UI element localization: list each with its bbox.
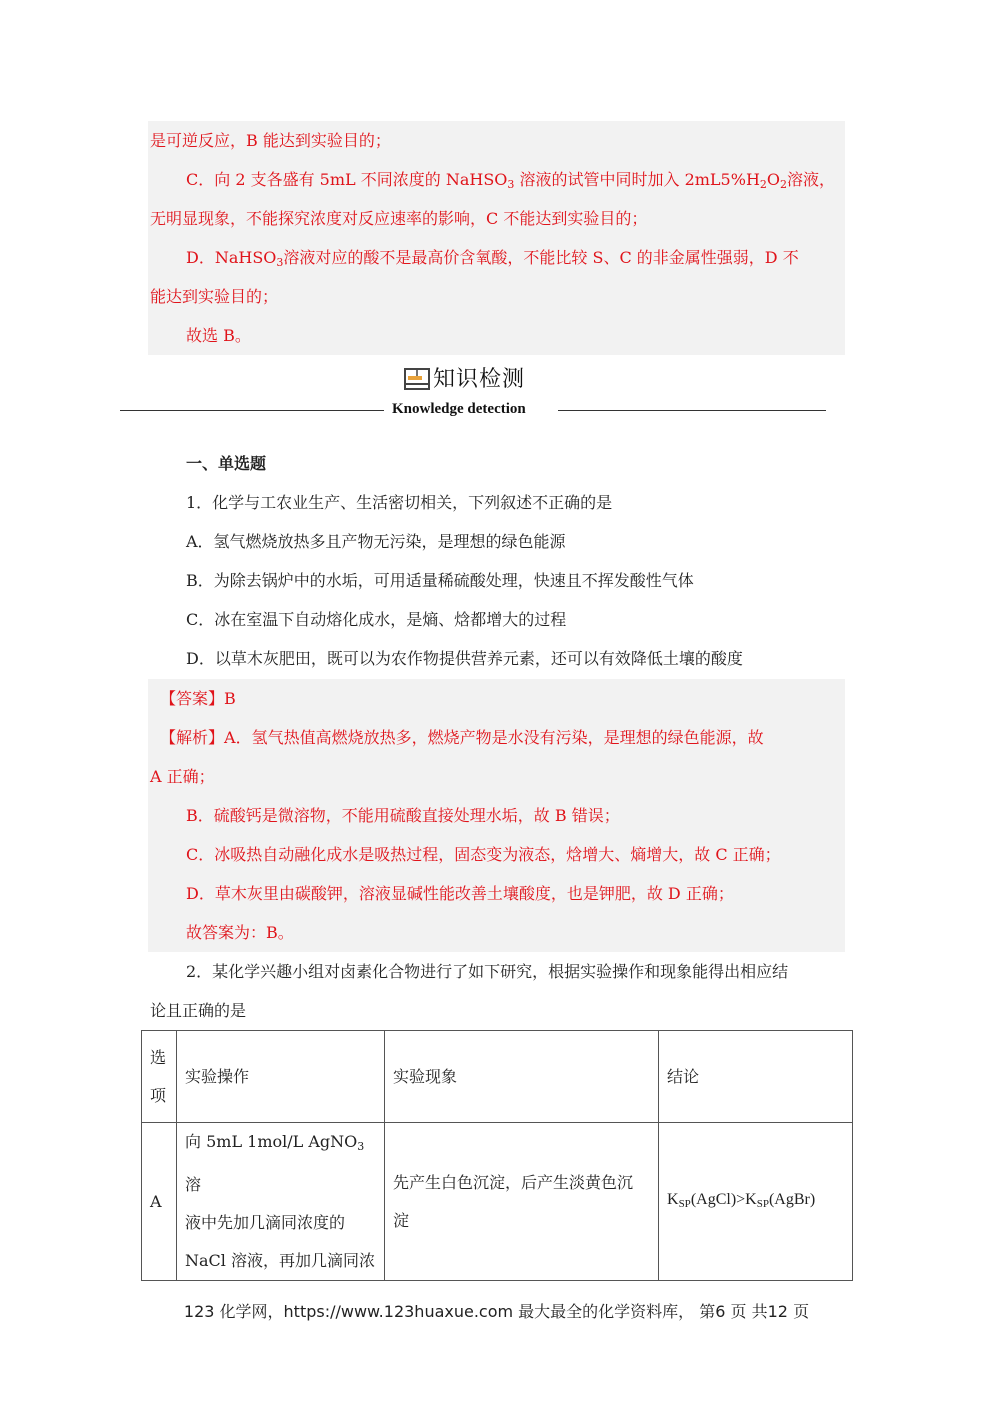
q1-answer: 【答案】B (160, 689, 236, 708)
row-a-phenomenon: 先产生白色沉淀，后产生淡黄色沉 淀 (385, 1123, 659, 1281)
row-a-operation: 向 5mL 1mol/L AgNO$_3$ 溶 液中先加几滴同浓度的 NaCl 溶液，再加几滴同浓 (177, 1123, 385, 1281)
section-banner-subtitle: Knowledge detection (392, 401, 526, 417)
row-a-conclusion: $K_{SP}(AgCl)>K_{SP}(AgBr)$ (659, 1123, 853, 1281)
analysis-line-6: 故选 B。 (186, 326, 251, 345)
table-header-row (142, 1031, 853, 1123)
analysis-line-3: 无明显现象，不能探究浓度对反应速率的影响，C 不能达到实验目的； (150, 209, 648, 228)
analysis-line-2: C．向 2 支各盛有 5mL 不同浓度的 NaHSO$_3$ 溶液的试管中同时加入 $2mL5\%H_2O_2$溶液， (186, 170, 836, 191)
q1-analysis-line-3: B．硫酸钙是微溶物，不能用硫酸直接处理水垢，故 B 错误； (186, 806, 620, 825)
header-operation: 实验操作 (177, 1031, 385, 1123)
table-row (142, 1123, 853, 1281)
q1-analysis-line-6: 故答案为：B。 (186, 923, 294, 942)
analysis-background-top (148, 121, 845, 355)
header-conclusion: 结论 (659, 1031, 853, 1123)
q1-option-a: A．氢气燃烧放热多且产物无污染，是理想的绿色能源 (186, 532, 566, 551)
page-footer: 123 化学网，https://www.123huaxue.com 最大最全的化学资料库， 第6 页 共12 页 (183, 1302, 810, 1321)
q1-analysis-line-4: C．冰吸热自动融化成水是吸热过程，固态变为液态，焓增大、熵增大，故 C 正确； (186, 845, 781, 864)
q1-analysis-line-1: 【解析】A．氢气热值高燃烧放热多，燃烧产物是水没有污染，是理想的绿色能源，故 (160, 728, 764, 747)
header-phenomenon: 实验现象 (385, 1031, 659, 1123)
analysis-line-5: 能达到实验目的； (150, 287, 279, 306)
q1-option-b: B．为除去锅炉中的水垢，可用适量稀硫酸处理，快速且不挥发酸性气体 (186, 571, 694, 590)
q2-table (141, 1030, 853, 1281)
q2-stem-line-1: 2．某化学兴趣小组对卤素化合物进行了如下研究，根据实验操作和现象能得出相应结 (186, 962, 789, 981)
row-a-option: A (142, 1123, 177, 1281)
section-heading: 一、单选题 (186, 454, 267, 473)
q1-stem: 1．化学与工农业生产、生活密切相关，下列叙述不正确的是 (186, 493, 613, 512)
header-option: 选 项 (142, 1031, 177, 1123)
book-icon (403, 366, 431, 394)
analysis-line-4: D．NaHSO$_3$溶液对应的酸不是最高价含氧酸，不能比较 S、C 的非金属性强弱，D 不 (186, 248, 799, 269)
q1-analysis-line-2: A 正确； (150, 767, 215, 786)
q2-stem-line-2: 论且正确的是 (150, 1001, 247, 1020)
divider-left (120, 410, 384, 411)
section-banner-title: 知识检测 (433, 367, 526, 392)
q1-option-c: C．冰在室温下自动熔化成水，是熵、焓都增大的过程 (186, 610, 567, 629)
q1-analysis-line-5: D．草木灰里由碳酸钾，溶液显碱性能改善土壤酸度，也是钾肥，故 D 正确； (186, 884, 734, 903)
q1-option-d: D．以草木灰肥田，既可以为农作物提供营养元素，还可以有效降低土壤的酸度 (186, 649, 743, 668)
analysis-line-1: 是可逆反应，B 能达到实验目的； (150, 131, 391, 150)
divider-right (558, 410, 826, 411)
